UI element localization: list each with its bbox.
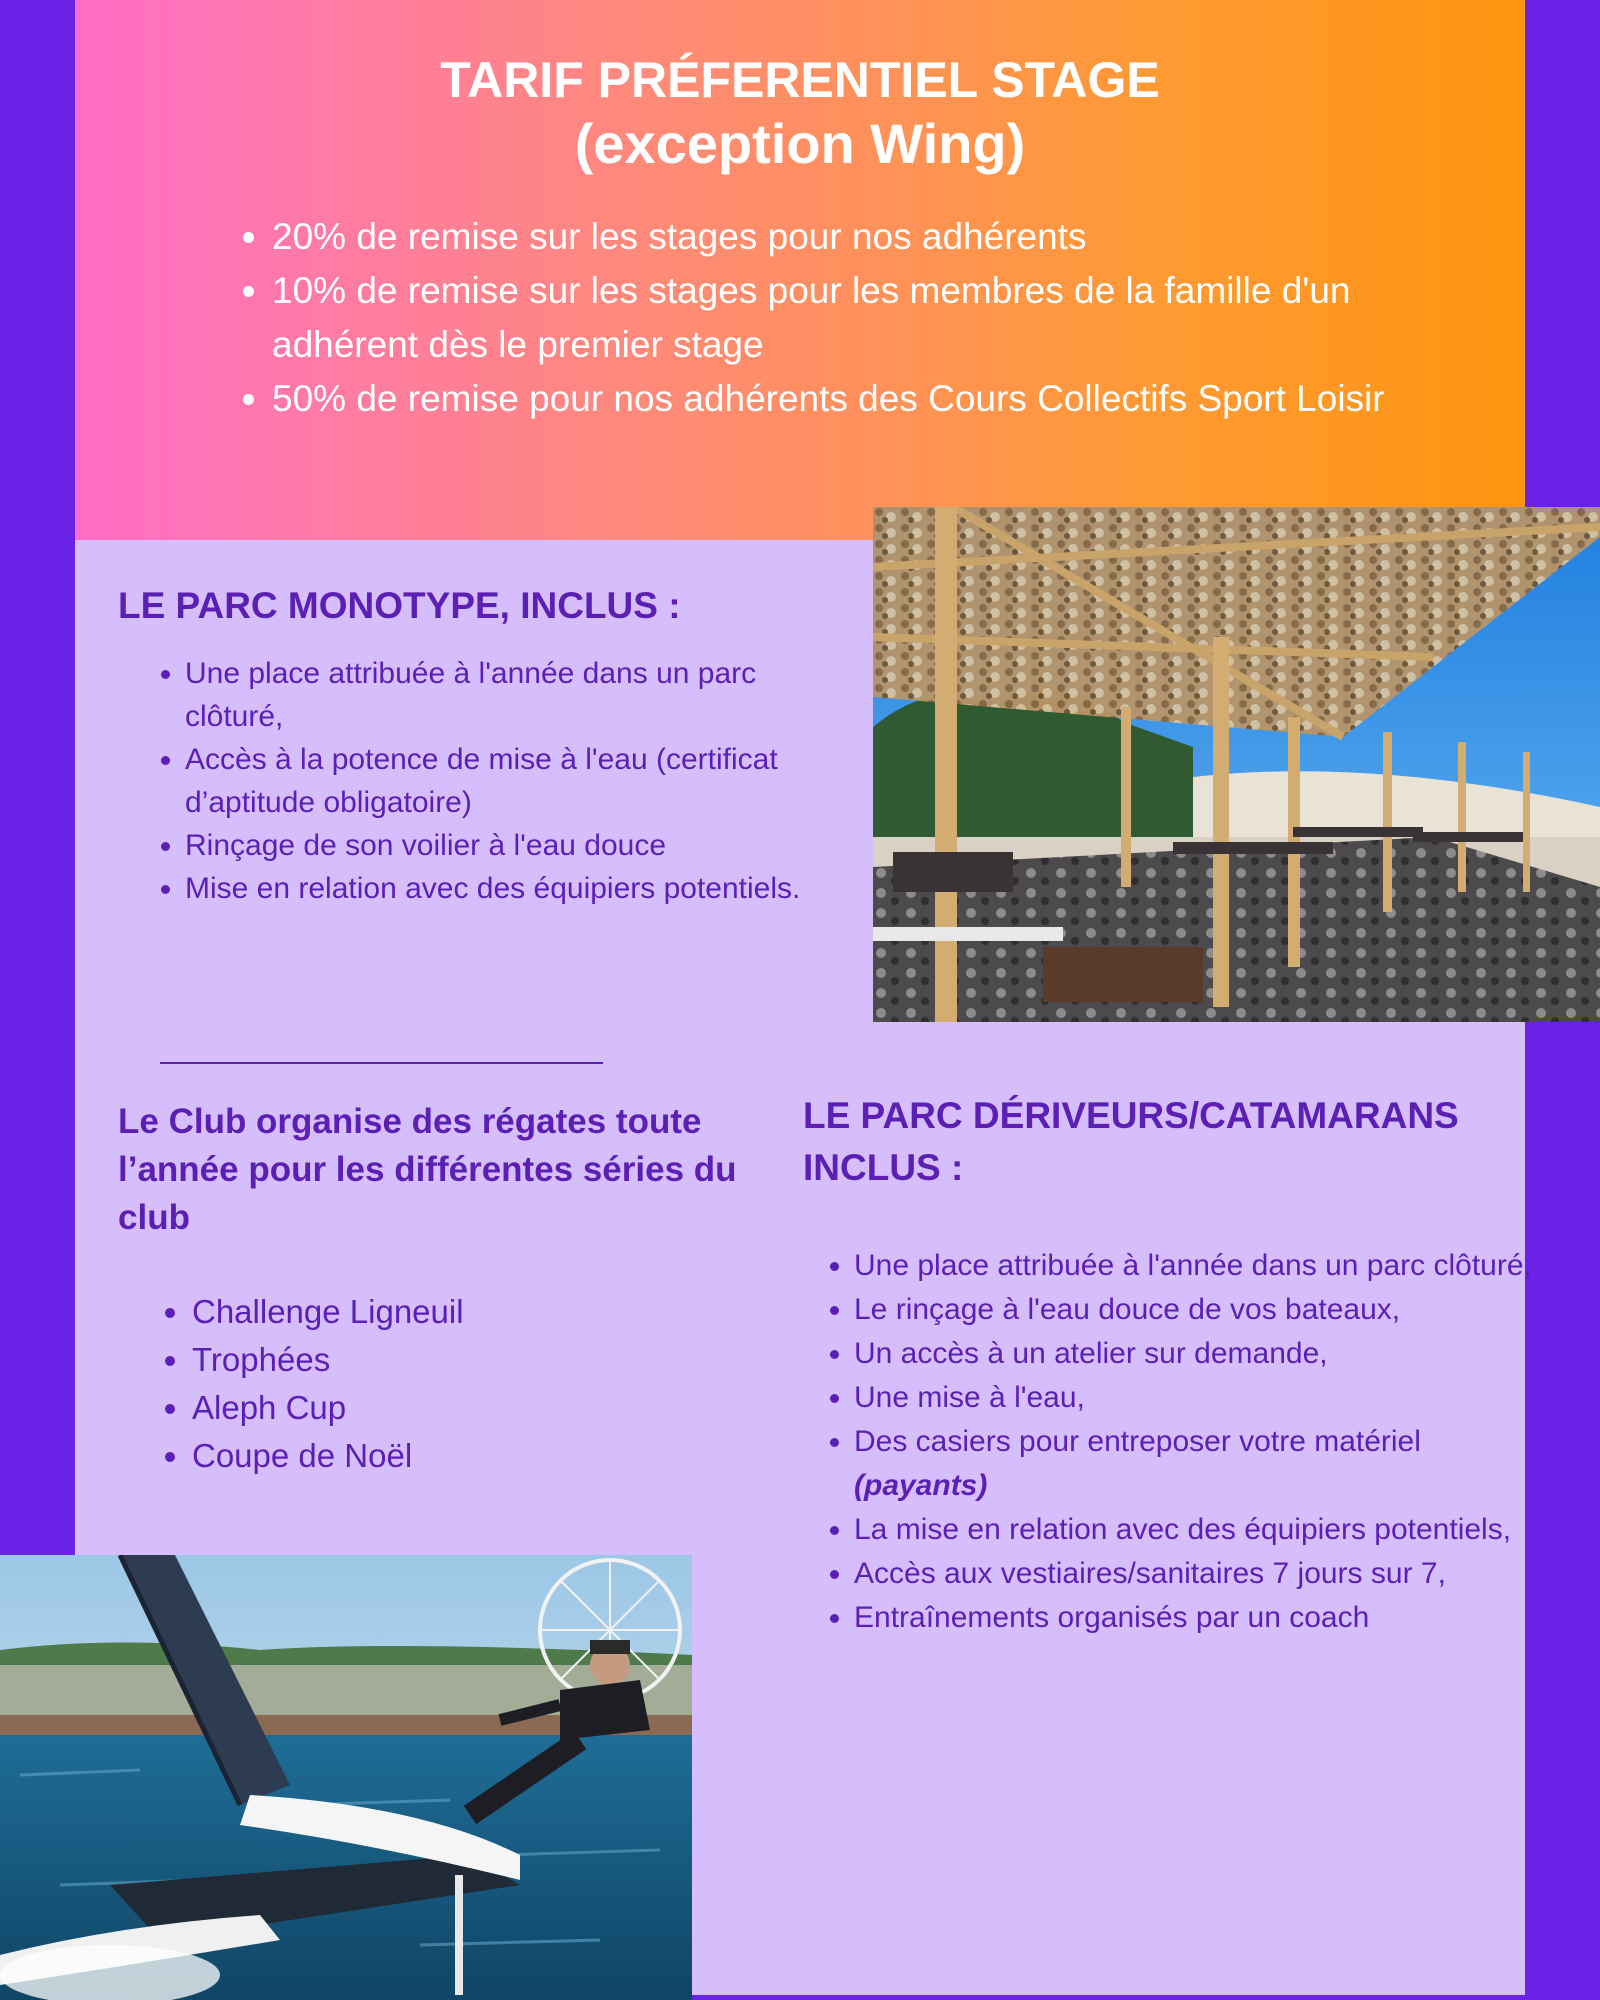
list-item: • La mise en relation avec des équipiers potentiels,	[854, 1508, 1554, 1552]
list-item: • 10% de remise sur les stages pour les membres de la famille d'un adhérent dès le premier stage	[272, 264, 1452, 372]
list-item-text: Des casiers pour entreposer votre matériel	[854, 1425, 1421, 1458]
list-item: • Coupe de Noël	[192, 1432, 464, 1480]
list-item: • Accès aux vestiaires/sanitaires 7 jours sur 7,	[854, 1552, 1554, 1596]
list-item: • Rinçage de son voilier à l'eau douce	[185, 824, 825, 867]
parc-monotype-list	[140, 652, 825, 910]
banner-title	[75, 48, 1525, 176]
beach-shelter-photo	[873, 507, 1600, 1022]
list-item: • Trophées	[192, 1336, 464, 1384]
catamaran-sailing-photo	[0, 1555, 692, 2000]
paid-note: (payants)	[854, 1469, 988, 1502]
list-item: • 20% de remise sur les stages pour nos adhérents	[272, 210, 1452, 264]
regates-list	[148, 1288, 464, 1480]
section-divider	[160, 1062, 603, 1064]
list-item: • Une mise à l'eau,	[854, 1376, 1554, 1420]
banner-title-line1: TARIF PRÉFERENTIEL STAGE	[440, 52, 1160, 108]
banner-discount-list	[200, 210, 1452, 426]
list-item: • Entraînements organisés par un coach	[854, 1596, 1554, 1640]
parc-monotype-title: LE PARC MONOTYPE, INCLUS :	[118, 585, 681, 626]
list-item: • 50% de remise pour nos adhérents des Cours Collectifs Sport Loisir	[272, 372, 1452, 426]
list-item: • Le rinçage à l'eau douce de vos bateaux,	[854, 1288, 1554, 1332]
list-item: • Accès à la potence de mise à l'eau (certificat d’aptitude obligatoire)	[185, 738, 825, 824]
parc-deriveurs-title: LE PARC DÉRIVEURS/CATAMARANS INCLUS :	[803, 1095, 1459, 1188]
list-item: • Une place attribuée à l'année dans un parc clôturé,	[854, 1244, 1554, 1288]
list-item: • Aleph Cup	[192, 1384, 464, 1432]
list-item	[854, 1420, 1554, 1508]
list-item: • Mise en relation avec des équipiers potentiels.	[185, 867, 825, 910]
parc-deriveurs-list	[816, 1244, 1554, 1640]
list-item: • Un accès à un atelier sur demande,	[854, 1332, 1554, 1376]
list-item: • Une place attribuée à l'année dans un parc clôturé,	[185, 652, 825, 738]
list-item: • Challenge Ligneuil	[192, 1288, 464, 1336]
banner-title-line2: (exception Wing)	[574, 112, 1026, 175]
regates-title: Le Club organise des régates toute l’année pour les différentes séries du club	[118, 1102, 737, 1237]
